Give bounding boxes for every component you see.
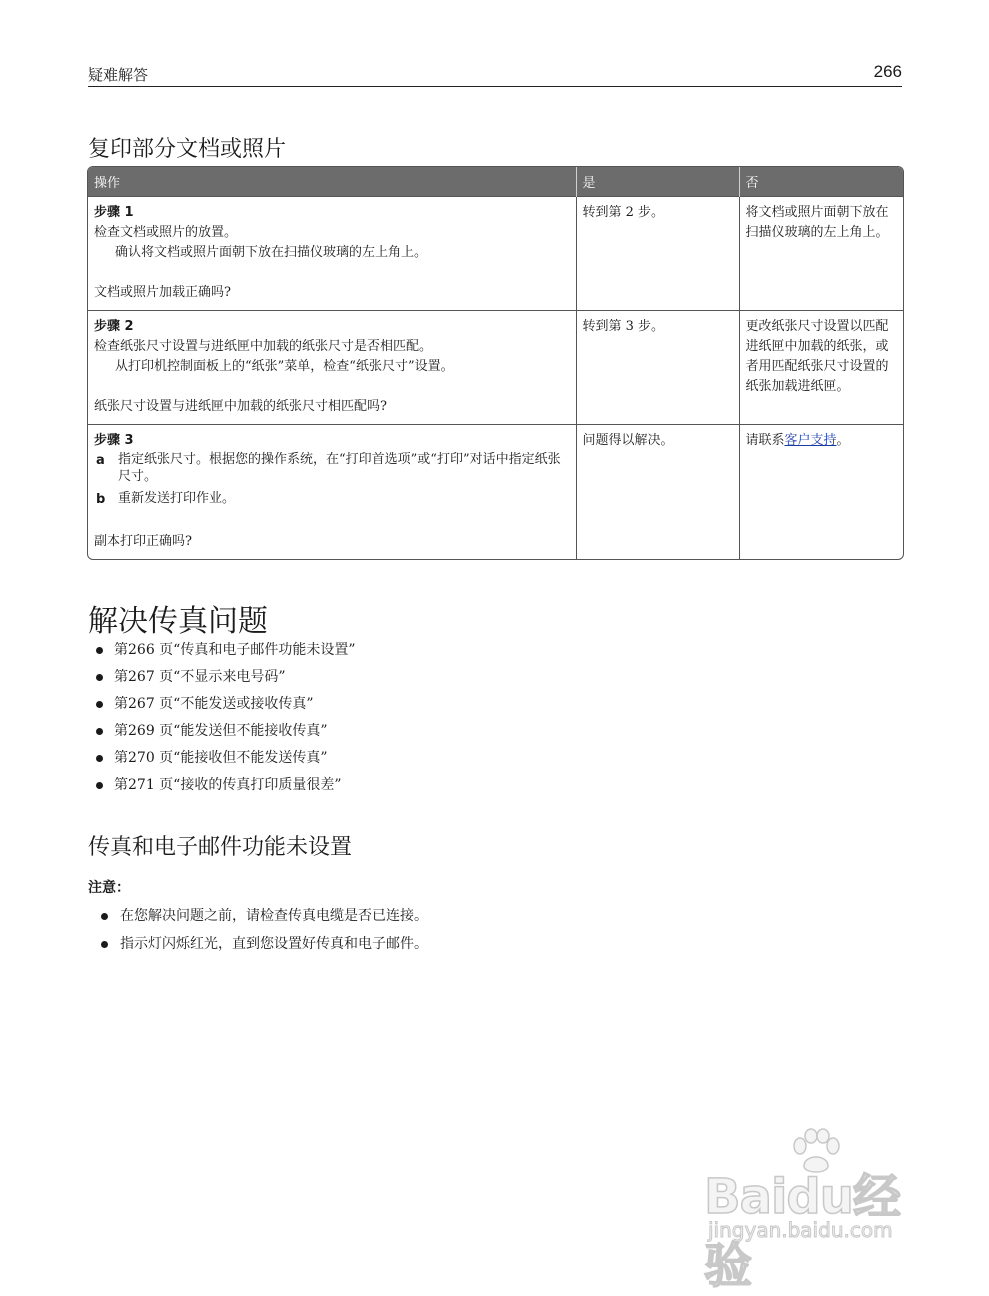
page-header (88, 62, 902, 87)
note-label: 注意： (88, 880, 130, 896)
baidu-watermark (698, 1128, 938, 1294)
yes-cell: 转到第 2 步。 (576, 197, 739, 311)
fax-topic-link[interactable]: 第271 页“接收的传真打印质量很差” (88, 773, 356, 800)
step-question: 副本打印正确吗? (94, 534, 192, 549)
step-question: 文档或照片加载正确吗? (94, 285, 231, 300)
section-title-copy: 复印部分文档或照片 (88, 137, 287, 162)
sub-step-marker: b (96, 492, 106, 507)
fax-topic-link[interactable]: 第266 页“传真和电子邮件功能未设置” (88, 638, 356, 665)
action-cell (88, 311, 576, 425)
watermark-brand: Baidu经验 (704, 1169, 900, 1294)
table-row (88, 311, 903, 425)
no-text: 请联系 (745, 433, 785, 448)
no-cell: 更改纸张尺寸设置以匹配进纸匣中加载的纸张，或者用匹配纸张尺寸设置的纸张加载进纸匣。 (739, 311, 903, 425)
fax-topic-link[interactable]: 第267 页“不显示来电号码” (88, 665, 356, 692)
sub-step-b (94, 490, 570, 512)
sub-step-a (94, 451, 570, 490)
table-header-row (88, 167, 903, 197)
fax-topic-link[interactable]: 第269 页“能发送但不能接收传真” (88, 719, 356, 746)
step-instruction: 确认将文档或照片面朝下放在扫描仪玻璃的左上角上。 (115, 245, 428, 260)
yes-cell: 问题得以解决。 (576, 425, 739, 559)
column-header-yes: 是 (576, 167, 739, 197)
step-text: 检查纸张尺寸设置与进纸匣中加载的纸张尺寸是否相匹配。 (94, 339, 433, 354)
column-header-no: 否 (739, 167, 903, 197)
step-title: 步骤 1 (94, 205, 134, 220)
fax-topic-link[interactable]: 第267 页“不能发送或接收传真” (88, 692, 356, 719)
no-text-suffix: 。 (836, 433, 850, 448)
section-title-fax: 解决传真问题 (88, 604, 268, 639)
action-cell (88, 425, 576, 559)
troubleshooting-table (87, 166, 904, 560)
step-title: 步骤 2 (94, 319, 134, 334)
fax-topic-link[interactable]: 第270 页“能接收但不能发送传真” (88, 746, 356, 773)
sub-step-text: 指定纸张尺寸。根据您的操作系统，在“打印首选项”或“打印”对话中指定纸张尺寸。 (118, 452, 561, 484)
step-text: 检查文档或照片的放置。 (94, 225, 238, 240)
column-header-action: 操作 (88, 167, 576, 197)
step-instruction: 从打印机控制面板上的“纸张”菜单，检查“纸张尺寸”设置。 (115, 359, 454, 374)
no-cell: 将文档或照片面朝下放在扫描仪玻璃的左上角上。 (739, 197, 903, 311)
note-list (88, 904, 428, 960)
table-row (88, 197, 903, 311)
sub-step-marker: a (96, 453, 105, 468)
fax-topic-list (88, 638, 356, 800)
sub-step-text: 重新发送打印作业。 (118, 491, 236, 506)
action-cell (88, 197, 576, 311)
note-item: 在您解决问题之前，请检查传真电缆是否已连接。 (88, 904, 428, 932)
header-title: 疑难解答 (88, 66, 149, 84)
yes-cell: 转到第 3 步。 (576, 311, 739, 425)
customer-support-link[interactable]: 客户支持 (784, 433, 837, 448)
note-item: 指示灯闪烁红光，直到您设置好传真和电子邮件。 (88, 932, 428, 960)
step-title: 步骤 3 (94, 433, 134, 448)
no-cell (739, 425, 903, 559)
table-row (88, 425, 903, 559)
watermark-url: jingyan.baidu.com (708, 1218, 893, 1242)
step-question: 纸张尺寸设置与进纸匣中加载的纸张尺寸相匹配吗? (94, 399, 387, 414)
page-number: 266 (873, 62, 902, 81)
section-title-fax-email: 传真和电子邮件功能未设置 (88, 835, 353, 860)
